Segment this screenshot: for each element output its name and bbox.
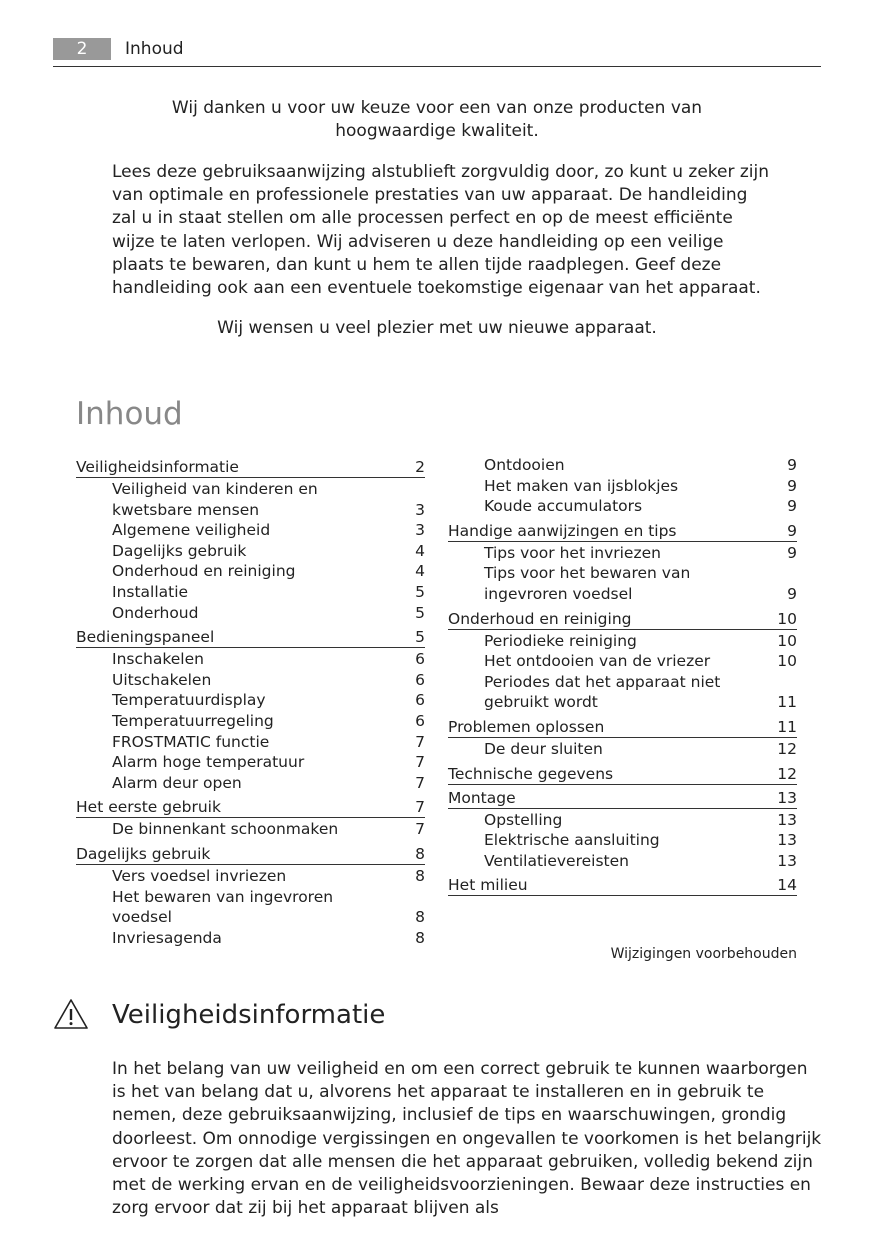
toc-subentry[interactable] [484,455,797,476]
toc-sub-list [448,739,797,760]
toc-subentry[interactable] [484,651,797,672]
toc-subentry-title: De deur sluiten [484,739,603,758]
warning-triangle-icon [53,998,89,1030]
toc-subentry-title: Installatie [112,582,189,601]
toc-subentry-title: Ventilatievereisten [484,851,629,870]
toc-section-title: Problemen oplossen [448,717,605,736]
toc-subentry-page: 6 [415,691,425,710]
toc-section-title: Technische gegevens [448,764,614,783]
footnote: Wijzigingen voorbehouden [610,946,797,962]
toc-section[interactable] [76,455,425,478]
toc-subentry[interactable] [484,543,797,564]
toc-subentry-title: Onderhoud [112,603,199,622]
toc-subentry-title: Elektrische aansluiting [484,831,660,850]
toc-left-column [76,455,425,950]
toc-subentry[interactable] [112,711,425,732]
toc-subentry-page: 3 [415,521,425,540]
toc-section-title: Het milieu [448,876,528,895]
toc-section-page: 7 [415,798,425,817]
toc-section[interactable] [448,762,797,785]
toc-section-page: 8 [415,844,425,863]
toc-subentry-page: 10 [777,631,797,650]
toc-subentry[interactable] [112,690,425,711]
toc-subentry-page: 12 [777,739,797,758]
toc-subentry-page: 13 [777,810,797,829]
toc-section-page: 13 [777,788,797,807]
toc-section[interactable] [448,715,797,738]
toc-subentry[interactable] [112,541,425,562]
toc-subentry-title: Veiligheid van kinderen en kwetsbare mensen [112,480,318,519]
section-heading: Veiligheidsinformatie [112,1000,386,1030]
toc-subentry[interactable] [112,479,425,520]
toc-subentry-title: Dagelijks gebruik [112,541,247,560]
toc-subentry-page: 4 [415,541,425,560]
toc-subentry-title: Periodieke reiniging [484,631,637,650]
toc-subentry-page: 6 [415,650,425,669]
toc-subentry[interactable] [112,520,425,541]
toc-subentry-page: 11 [777,693,797,712]
toc-subentry-page: 7 [415,732,425,751]
toc-subentry-title: Het ontdooien van de vriezer [484,652,711,671]
toc-subentry-page: 9 [787,456,797,474]
toc-section-page: 9 [787,521,797,540]
toc-subentry[interactable] [112,561,425,582]
toc-subentry-title: Tips voor het bewaren van ingevroren voedsel [484,564,691,603]
toc-subentry-title: Temperatuurdisplay [112,691,266,710]
toc-sub-list [76,819,425,840]
toc-subentry[interactable] [484,739,797,760]
toc-subentry-page: 13 [777,851,797,870]
toc-section-page: 5 [415,628,425,647]
toc-right-column [448,455,797,897]
toc-subentry-title: Periodes dat het apparaat niet gebruikt wordt [484,672,721,712]
toc-section-page: 14 [777,876,797,895]
toc-subentry-page: 9 [787,476,797,495]
toc-sub-list [448,455,797,517]
page-number: 2 [53,38,111,60]
toc-subentry-title: Het bewaren van ingevroren voedsel [112,887,334,927]
toc-section-page: 10 [777,609,797,628]
toc-section[interactable] [448,607,797,630]
toc-subentry-title: De binnenkant schoonmaken [112,820,339,839]
page-header [53,38,821,67]
toc-subentry-page: 9 [787,497,797,516]
toc-subentry[interactable] [484,631,797,652]
toc-title: Inhoud [76,396,183,432]
toc-subentry-page: 8 [415,908,425,927]
toc-subentry-page: 5 [415,582,425,601]
toc-section[interactable] [448,873,797,896]
toc-subentry[interactable] [484,496,797,517]
toc-subentry-title: Invriesagenda [112,928,222,947]
toc-subentry-page: 10 [777,652,797,671]
toc-subentry[interactable] [112,866,425,887]
toc-sub-list [76,866,425,948]
toc-subentry[interactable] [484,830,797,851]
toc-sub-list [448,543,797,605]
toc-sub-list [76,649,425,793]
toc-subentry-title: Ontdooien [484,456,565,474]
safety-body: In het belang van uw veiligheid en om een correct gebruik te kunnen waarborgen is het van belang dat u, alvorens het apparaat te installeren en in gebruik te nemen, deze gebruiksaanwijzing, inclusief de tips en waarschuwingen, grondig doorleest. Om onnodige vergissingen en ongevallen te voorkomen is het belangrijk ervoor te zorgen dat alle mensen die het apparaat gebruiken, volledig bekend zijn met de werking ervan en de veiligheidsvoorzieningen. Bewaar deze instructies en zorg ervoor dat zij bij het apparaat blijven als [112,1059,822,1219]
toc-subentry-title: Tips voor het invriezen [484,543,661,562]
toc-subentry-page: 4 [415,562,425,581]
toc-subentry-page: 7 [415,753,425,772]
toc-sub-list [448,631,797,713]
intro-wish: Wij wensen u veel plezier met uw nieuwe apparaat. [217,318,657,338]
toc-subentry[interactable] [484,476,797,497]
toc-section-title: Montage [448,788,516,807]
toc-section-title: Onderhoud en reiniging [448,609,632,628]
toc-subentry-page: 13 [777,831,797,850]
toc-section-title: Dagelijks gebruik [76,844,211,863]
toc-subentry[interactable] [112,773,425,794]
toc-section-page: 12 [777,764,797,783]
toc-section-title: Veiligheidsinformatie [76,458,239,476]
toc-subentry[interactable] [112,887,425,928]
toc-subentry-title: Alarm hoge temperatuur [112,753,305,772]
intro-thanks: Wij danken u voor uw keuze voor een van onze producten van hoogwaardige kwaliteit. [171,98,703,141]
toc-subentry[interactable] [484,563,797,604]
header-title: Inhoud [125,39,184,59]
toc-subentry-title: Alarm deur open [112,773,242,792]
toc-subentry-page: 7 [415,820,425,839]
toc-subentry[interactable] [484,672,797,713]
toc-subentry[interactable] [112,752,425,773]
toc-subentry[interactable] [484,851,797,872]
toc-subentry-title: Het maken van ijsblokjes [484,476,679,495]
toc-subentry-title: Opstelling [484,810,563,829]
toc-subentry-title: Onderhoud en reiniging [112,562,296,581]
toc-subentry[interactable] [112,819,425,840]
toc-subentry-page: 6 [415,670,425,689]
toc-section-page: 2 [415,458,425,476]
toc-section[interactable] [76,842,425,865]
toc-subentry-page: 8 [415,928,425,947]
toc-subentry-title: Uitschakelen [112,670,212,689]
toc-subentry[interactable] [112,649,425,670]
toc-subentry[interactable] [112,670,425,691]
toc-section[interactable] [448,519,797,542]
toc-subentry-title: Temperatuurregeling [112,711,274,730]
toc-subentry-page: 3 [415,500,425,519]
toc-section[interactable] [448,786,797,809]
toc-subentry-page: 5 [415,603,425,622]
toc-subentry-title: Algemene veiligheid [112,521,271,540]
toc-subentry[interactable] [112,603,425,624]
toc-subentry[interactable] [112,928,425,949]
toc-subentry-page: 7 [415,773,425,792]
toc-section[interactable] [76,625,425,648]
toc-subentry-page: 9 [787,543,797,562]
toc-section[interactable] [76,795,425,818]
intro-body: Lees deze gebruiksaanwijzing alstublieft zorgvuldig door, zo kunt u zeker zijn van optimale en professionele prestaties van uw apparaat. De handleiding zal u in staat stellen om alle processen perfect en op de meest efficiënte wijze te laten verlopen. Wij adviseren u deze handleiding op een veilige plaats te bewaren, dan kunt u hem te allen tijde raadplegen. Geef deze handleiding ook aan een eventuele toekomstige eigenaar van het apparaat. [112,162,770,299]
toc-subentry-title: Inschakelen [112,650,204,669]
toc-sub-list [448,810,797,872]
toc-section-page: 11 [777,717,797,736]
toc-section-title: Bedieningspaneel [76,628,215,647]
toc-subentry[interactable] [112,732,425,753]
toc-sub-list [76,479,425,623]
toc-subentry-page: 8 [415,866,425,885]
toc-section-title: Het eerste gebruik [76,798,221,817]
toc-subentry-title: Vers voedsel invriezen [112,866,287,885]
toc-subentry-title: FROSTMATIC functie [112,732,270,751]
toc-section-title: Handige aanwijzingen en tips [448,521,677,540]
toc-subentry[interactable] [112,582,425,603]
toc-subentry-title: Koude accumulators [484,497,643,516]
toc-subentry[interactable] [484,810,797,831]
toc-subentry-page: 9 [787,584,797,603]
toc-subentry-page: 6 [415,711,425,730]
